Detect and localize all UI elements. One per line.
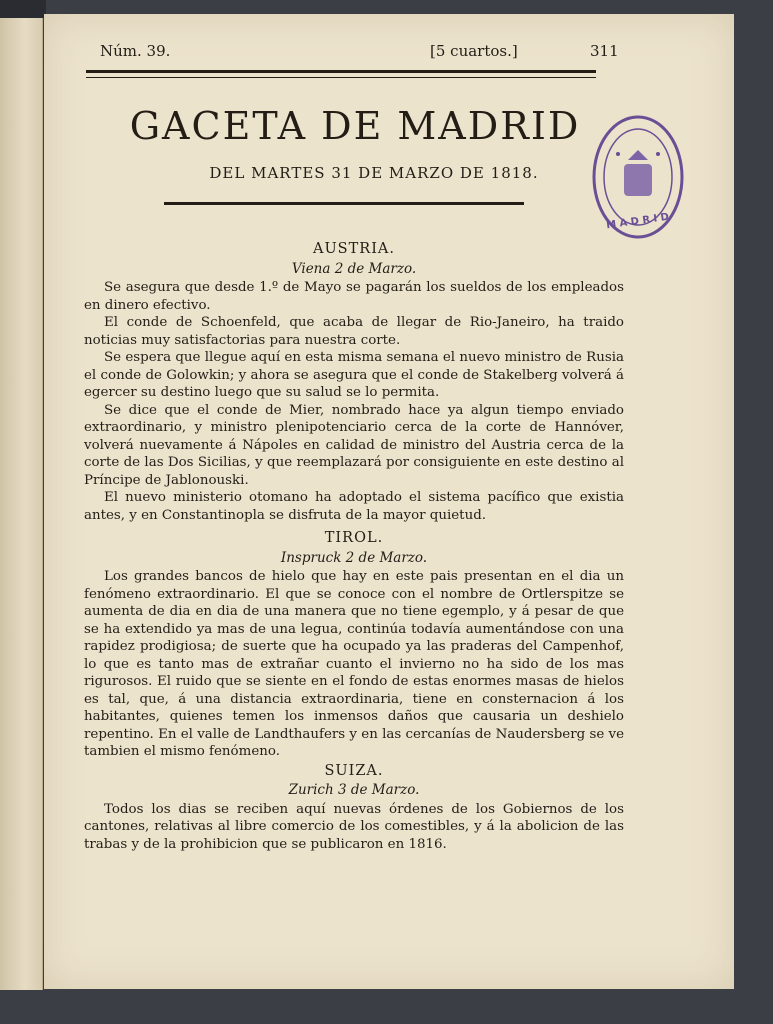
top-rule-thin [86,77,596,78]
svg-text:M A D R I D: M A D R I D [605,211,670,232]
paragraph: El nuevo ministerio otomano ha adoptado el sistema pacífico que existia antes, y en Constantinopla se disfruta de la mayor quietud. [84,490,624,523]
price: [5 cuartos.] [430,42,518,60]
left-page-edge [0,0,43,990]
scan-corner [0,0,46,18]
newspaper-page [44,14,734,989]
page-number: 311 [590,42,619,60]
article-body [84,239,624,853]
issue-number: Núm. 39. [100,42,171,60]
dateline: DEL MARTES 31 DE MARZO DE 1818. [209,164,539,182]
dateline-rule [164,202,524,205]
paragraph: Los grandes bancos de hielo que hay en este pais presentan en el dia un fenómeno extraordinario. El que se conoce con el nombre de Ortlerspitze se aumenta de dia en dia de una manera que no tiene egemplo, y á pesar de que se ha extendido ya mas de una legua, continúa todavía aumentándose con una rapidez prodigiosa; de suerte que ha ocupado ya las praderas del Campenhof, lo que es tanto mas de extrañar cuanto el invierno no ha sido de los mas rigurosos. El ruido que se siente en el fondo de estas enormes masas de hielos es tal, que, á una distancia extraordinaria, tiene en consternacion á los habitantes, quienes temen los inmensos daños que causaria un deshielo repentino. En el valle de Landthaufers y en las cercanías de Naudersberg se ve tambien el mismo fenómeno. [84,569,624,759]
dateline-innsbruck: Inspruck 2 de Marzo. [280,549,428,566]
dateline-vienna: Viena 2 de Marzo. [291,260,417,277]
masthead-title: GACETA DE MADRID [129,104,581,148]
paragraph: Se asegura que desde 1.º de Mayo se pagarán los sueldos de los empleados en dinero efectivo. [84,280,624,313]
masthead-top-line [100,42,620,62]
paragraph: Todos los dias se reciben aquí nuevas órdenes de los Gobiernos de los cantones, relativas al libre comercio de los comestibles, y á la abolicion de las trabas y de la prohibicion que se publicaron en 1816. [84,801,624,852]
paragraph: Se dice que el conde de Mier, nombrado hace ya algun tiempo enviado extraordinario, y ministro plenipotenciario cerca de la corte de Hannóver, volverá nuevamente á Nápoles en calidad de ministro del Austria cerca de la corte de las Dos Sicilias, y que reemplazará por consiguiente en este destino al Príncipe de Jablonouski. [84,402,624,488]
section-heading-tirol: TIROL. [324,530,384,546]
paragraph: Se espera que llegue aquí en esta misma semana el nuevo ministro de Rusia el conde de Golowkin; y ahora se asegura que el conde de Stakelberg volverá á egercer su destino luego que su salud se lo permita. [84,350,624,400]
top-rule-thick [86,70,596,73]
library-stamp [590,112,686,242]
dateline-zurich: Zurich 3 de Marzo. [288,782,420,798]
paragraph: El conde de Schoenfeld, que acaba de llegar de Rio-Janeiro, ha traido noticias muy satisfactorias para nuestra corte. [84,315,624,348]
section-heading-suiza: SUIZA. [324,762,384,779]
section-heading-austria: AUSTRIA. [312,241,396,257]
